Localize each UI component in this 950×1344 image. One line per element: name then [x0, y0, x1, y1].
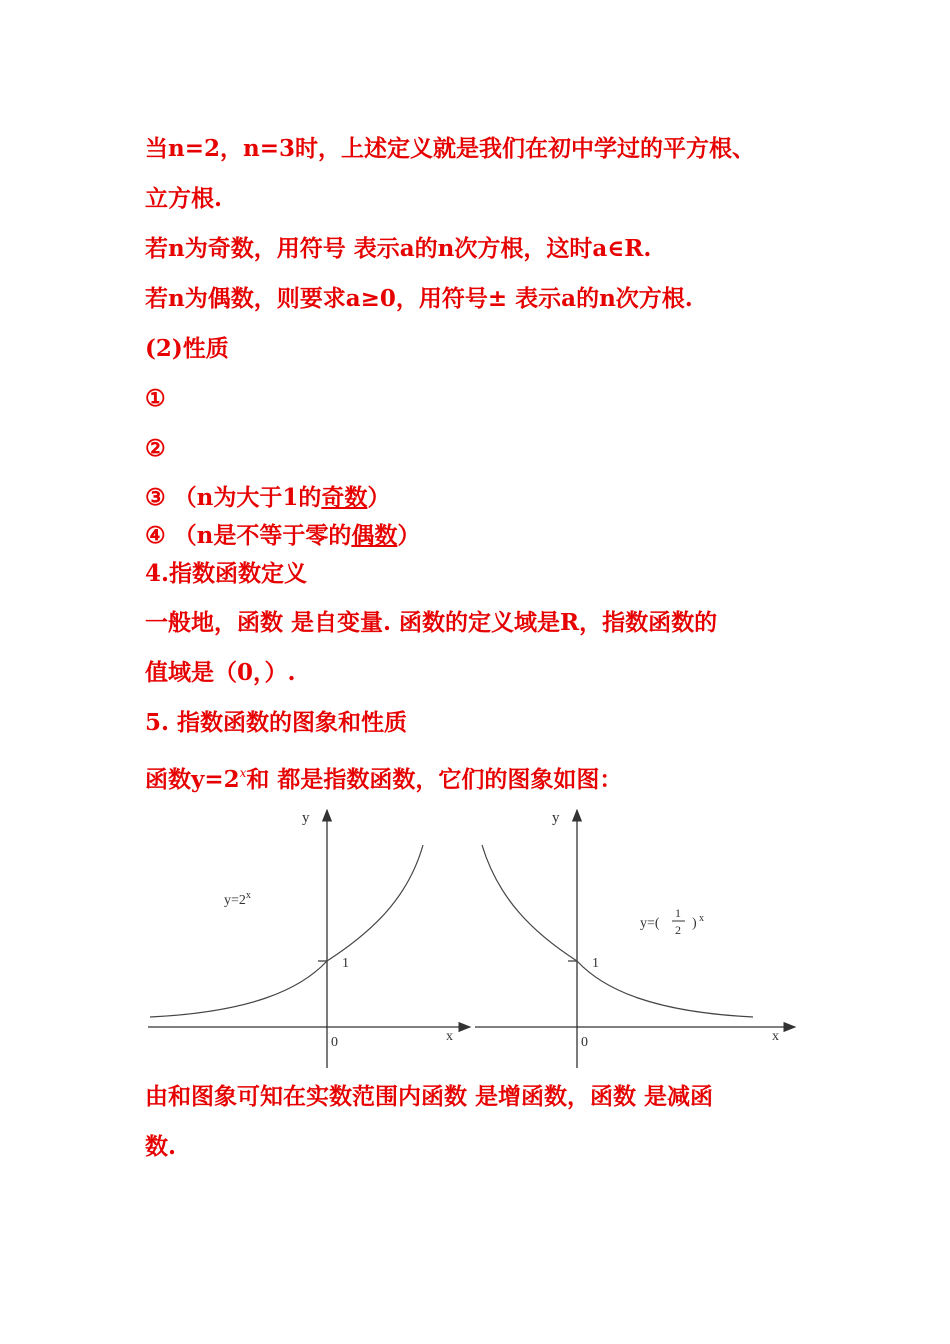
graph-increasing [140, 800, 475, 1075]
y-label: y [552, 810, 560, 826]
curve-increasing [150, 845, 423, 1017]
graphs-intro-a: 函数y=2 [145, 766, 240, 793]
fraction-denominator: 2 [675, 923, 681, 937]
section-heading-definition: 4.指数函数定义 [145, 560, 308, 587]
origin-label: 0 [331, 1035, 338, 1050]
property-4-prefix: ④ （n是不等于零的 [145, 522, 352, 549]
property-3-underlined: 奇数 [321, 484, 368, 511]
property-3-prefix: ③ （n为大于1的 [145, 484, 322, 511]
property-3 [145, 482, 390, 514]
graphs-intro-b: 和 都是指数函数，它们的图象如图： [246, 766, 623, 793]
function-label-exponent: x [699, 913, 704, 924]
text-line-graphs-intro [145, 757, 622, 796]
text-line-1: 当n=2，n=3时，上述定义就是我们在初中学过的平方根、 [145, 135, 755, 162]
text-line-definition-2: 值域是（0，）. [145, 659, 296, 686]
function-label-base: y=2 [224, 893, 246, 908]
text-line-4: 若n为偶数，则要求a≥0，用符号± 表示a的n次方根. [145, 285, 693, 312]
property-3-suffix: ） [367, 484, 391, 511]
one-label: 1 [592, 956, 599, 971]
function-label-suffix: ) [692, 916, 697, 931]
x-label: x [446, 1029, 453, 1044]
function-label [640, 906, 704, 937]
fraction-numerator: 1 [675, 906, 681, 920]
y-label: y [302, 810, 310, 826]
function-label [224, 890, 251, 908]
function-label-exponent: x [245, 890, 251, 901]
one-label: 1 [342, 956, 349, 971]
curve-decreasing [482, 845, 753, 1017]
property-2: ② [145, 435, 166, 462]
text-line-conclusion-2: 数. [145, 1133, 177, 1160]
text-line-2: 立方根. [145, 185, 223, 212]
x-label: x [772, 1029, 779, 1044]
graphs-intro-exponent: x [239, 766, 247, 780]
property-4 [145, 520, 420, 552]
text-line-definition-1: 一般地，函数 是自变量. 函数的定义域是R，指数函数的 [145, 609, 718, 636]
origin-label: 0 [581, 1035, 588, 1050]
section-heading-properties: (2)性质 [145, 335, 229, 362]
function-label-prefix: y=( [640, 916, 660, 931]
property-4-suffix: ） [397, 522, 421, 549]
text-line-conclusion-1: 由和图象可知在实数范围内函数 是增函数，函数 是减函 [145, 1083, 714, 1110]
text-line-3: 若n为奇数，用符号 表示a的n次方根，这时a∈R. [145, 235, 652, 262]
property-1: ① [145, 385, 166, 412]
section-heading-graphs: 5. 指数函数的图象和性质 [145, 709, 408, 736]
property-4-underlined: 偶数 [351, 522, 398, 549]
graph-decreasing [470, 800, 805, 1075]
